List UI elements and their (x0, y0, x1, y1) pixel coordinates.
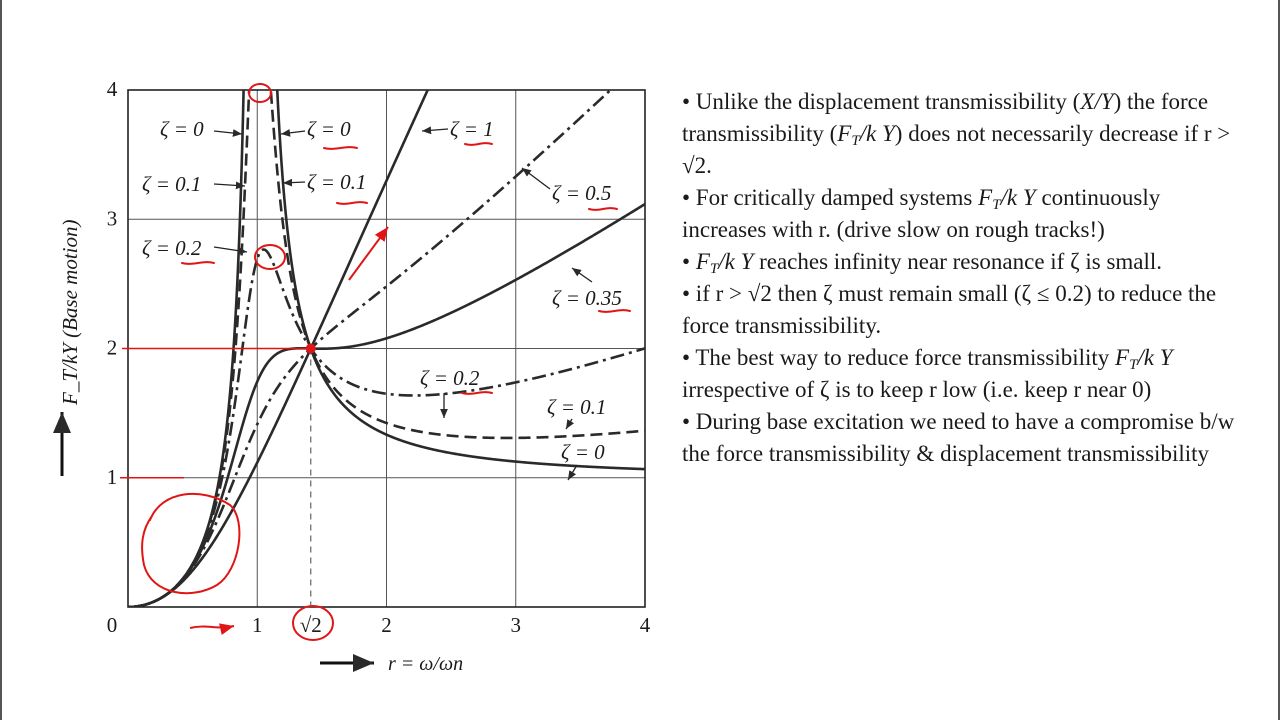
low-frequency-circle-marker (142, 494, 239, 593)
x-tick-label: 1 (252, 613, 263, 637)
bullet-text: X/Y (1080, 89, 1114, 114)
x-axis-label: r = ω/ωn (388, 653, 464, 675)
curve-label-leader (281, 131, 305, 134)
curve-label-leader (214, 131, 242, 134)
bullet-text: F (695, 249, 710, 274)
bullet-text: /k Y (718, 249, 754, 274)
bullet-text: continuously increases with r. (drive slow on rough tracks!) (682, 185, 1161, 242)
curve-label: ζ = 0.1 (307, 170, 367, 194)
bullet-item (682, 246, 1242, 278)
subscript: T (992, 197, 1001, 213)
x-tick-label: 3 (510, 613, 521, 637)
intersection-dot (306, 344, 316, 354)
bullet-text: • if r > √2 then ζ must remain small (ζ ≤ 0.2) to reduce the force transmissibility. (682, 281, 1217, 338)
curve-label-leader (572, 268, 592, 282)
underline-marker (589, 208, 617, 210)
curve-label: ζ = 0.1 (142, 172, 202, 196)
curve-label-leader (522, 168, 550, 189)
bullet-item (682, 278, 1242, 342)
bullet-text: irrespective of ζ is to keep r low (i.e. keep r near 0) (682, 377, 1152, 402)
underline-marker (465, 143, 492, 145)
bullet-item (682, 182, 1242, 246)
bullet-text: • The best way to reduce force transmissibility (682, 345, 1116, 370)
y-tick-label: 3 (106, 206, 118, 231)
bullet-item (682, 406, 1242, 470)
bullet-text: F (1115, 345, 1130, 370)
curve-label: ζ = 0 (160, 117, 204, 141)
curve-label: ζ = 0.5 (552, 181, 612, 205)
bullet-item (682, 342, 1242, 406)
curve-label: ζ = 0.2 (142, 236, 202, 260)
curve-label: ζ = 0 (307, 117, 351, 141)
curve-label-leader (566, 419, 572, 429)
bullet-text: reaches infinity near resonance if ζ is small. (753, 249, 1163, 274)
grid (107, 77, 651, 637)
underline-marker (324, 147, 357, 149)
x-tick-label: 4 (639, 613, 651, 637)
subscript: T (709, 261, 719, 277)
bullet-text: ) the force transmissibility ( (682, 89, 1209, 146)
x-tick-label: 0 (106, 613, 118, 637)
bullet-text: /k Y (1000, 185, 1036, 210)
y-tick-label: 2 (106, 335, 118, 360)
bullet-text: F (837, 121, 852, 146)
bullet-text: • Unlike the displacement transmissibility ( (682, 89, 1081, 114)
curve-label: ζ = 0.35 (552, 286, 622, 310)
underline-marker (182, 262, 214, 264)
curve-label: ζ = 0.2 (420, 366, 480, 390)
y-axis-label: F_T/kY (Base motion) (58, 219, 82, 405)
bullet-item (682, 86, 1242, 182)
x-axis-arrow-marker (190, 626, 234, 628)
subscript: T (851, 133, 860, 149)
bullet-text: • (682, 249, 696, 274)
y-tick-label: 4 (106, 77, 118, 101)
y-tick-label: 1 (106, 464, 118, 489)
underline-marker (599, 310, 630, 312)
bullet-text: /k Y (1137, 345, 1173, 370)
curve-label-leader (422, 129, 448, 131)
subscript: T (1129, 357, 1138, 373)
bullet-text: F (978, 185, 993, 210)
curve-label: ζ = 0.1 (547, 395, 607, 419)
bullet-text: ) does not necessarily decrease if r > √2. (682, 121, 1231, 178)
underline-marker (337, 202, 367, 204)
curve-label-leader (283, 182, 305, 183)
curve-label: ζ = 1 (450, 117, 494, 141)
bullet-text: • For critically damped systems (682, 185, 979, 210)
curve-label: ζ = 0 (561, 440, 605, 464)
bullet-text: • During base excitation we need to have a compromise b/w the force transmissibility & displacement transmissibility (682, 409, 1235, 466)
peak-circle-marker (249, 84, 271, 102)
x-tick-label: √2 (299, 613, 322, 637)
bullet-list (682, 86, 1242, 470)
x-tick-label: 2 (381, 613, 392, 637)
transmissibility-chart (2, 0, 672, 720)
bullet-text: /k Y (859, 121, 895, 146)
